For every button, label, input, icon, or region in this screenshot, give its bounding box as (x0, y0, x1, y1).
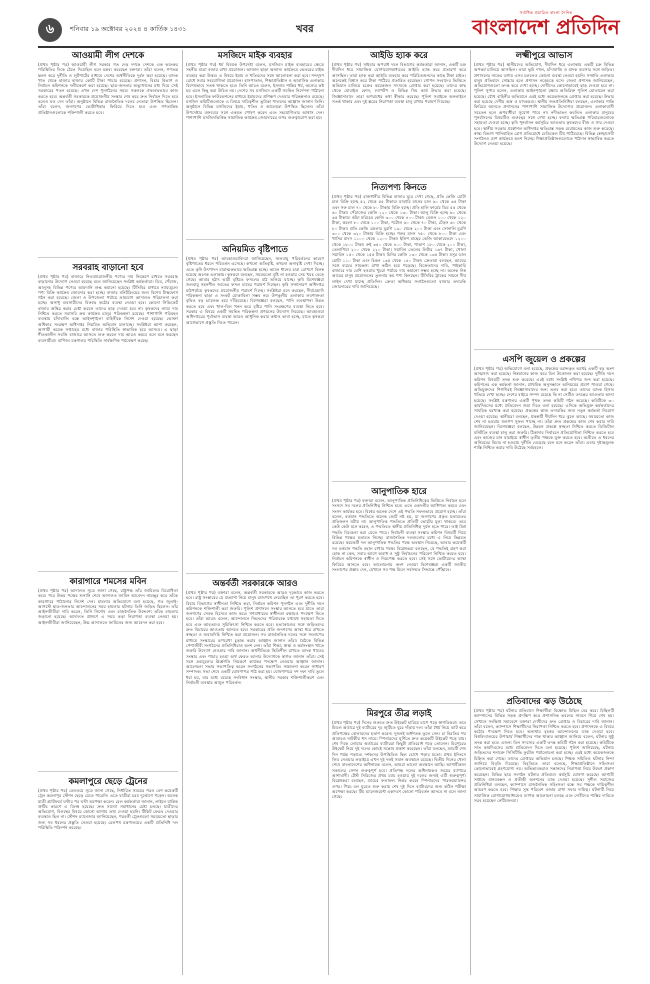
masthead-logo (456, 10, 636, 42)
story-karagar (38, 576, 178, 772)
story-separator (332, 177, 466, 178)
story-lakhpur (474, 50, 614, 350)
story-separator (38, 771, 178, 772)
story-esmaz (474, 354, 614, 692)
masthead-tagline: সর্বাধিক প্রচারিত বাংলা দৈনিক (519, 10, 573, 15)
story-headline: প্রতিবাদের ঝড় উঠেছে (506, 696, 582, 706)
page-number-badge: ৬ (38, 18, 62, 42)
story-sabalombi (38, 262, 178, 572)
story-body: (প্রথম পৃষ্ঠার পর) আবহাওয়াবিদরা জানিয়েছেন, জলবায়ু পরিবর্তনের কারণে বৃষ্টিপাতের ধরনে পরিবর্তন এসেছে। কখনো অতিবৃষ্টি, কখনো অনাবৃষ্টি দেখা দিচ্ছে। এতে কৃষি উৎপাদন মারাত্মকভাবে ক্ষতিগ্রস্ত হচ্ছে। আমন ধানের চারা রোপণে বিলম্ব হয়েছে অনেক এলাকায়। কৃষকরা বলছেন, সময়মতো বৃষ্টি না হওয়ায় সেচ খরচ বেড়ে গেছে। আবার হঠাৎ ভারী বৃষ্টিতে ফসলের মাঠ তলিয়ে যাচ্ছে। কৃষি বিশেষজ্ঞরা জলবায়ু সহনশীল জাতের ফসল চাষের পরামর্শ দিচ্ছেন। কৃষি সম্প্রসারণ অধিদপ্তর মাঠপর্যায়ে কৃষকদের প্রয়োজনীয় পরামর্শ দিচ্ছে। সংশ্লিষ্টরা মনে করছেন, দীর্ঘমেয়াদি পরিকল্পনা ছাড়া এ সংকট মোকাবিলা সম্ভব নয়। উপকূলীয় এলাকায় লবণাক্ততা বৃদ্ধিও বড় চ্যালেঞ্জ হয়ে দাঁড়িয়েছে। বিশেষজ্ঞরা বলছেন, পানি ব্যবস্থাপনা উন্নত করতে হবে এবং খাল-বিল খনন করে বৃষ্টির পানি সংরক্ষণের ব্যবস্থা নিতে হবে। সরকার এ বিষয়ে একটি সমন্বিত পরিকল্পনা প্রণয়নের উদ্যোগ নিয়েছে। আবহাওয়া অধিদপ্তরের পূর্বাভাস ব্যবস্থা আরও আধুনিক করার কথাও ভাবা হচ্ছে, যাতে কৃষকরা আগেভাগে প্রস্তুতি নিতে পারেন। (186, 256, 324, 325)
story-body: (প্রথম পৃষ্ঠার পর) রাজধানীর বিভিন্ন বাজার ঘুরে দেখা গেছে, প্রতি কেজি মোটা চাল বিক্রি হচ্ছে ৫২ থেকে ৫৫ টাকায়। মাঝারি মানের চাল ৬০ থেকে ৬৫ টাকা এবং সরু চাল ৭০ থেকে ৮০ টাকায় বিক্রি হচ্ছে। প্রতি হালি ফার্মের ডিম ৫৫ থেকে ৬০ টাকা। পেঁয়াজের কেজি ১২০ থেকে ১৩০ টাকা। আলু বিক্রি হচ্ছে ৬০ থেকে ৬৫ টাকায়। কাঁচা মরিচের কেজি ৩০০ থেকে ৪০০ টাকা। বেগুন ১০০ থেকে ১২০ টাকা, করলা ৮০ থেকে ১০০ টাকা, পটোল ৬০ থেকে ৭০ টাকা, ঢেঁড়স ৬০ থেকে ৮০ টাকা। প্রতি কেজি ব্রয়লার মুরগি ১৯০ থেকে ২০০ টাকা এবং সোনালি মুরগি ৩০০ থেকে ৩২০ টাকায় বিক্রি হচ্ছে। গরুর মাংস ৭৫০ থেকে ৮০০ টাকা এবং খাসির মাংস ১১০০ থেকে ১২০০ টাকা। ইলিশ মাছের কেজি আকারভেদে ১২০০ থেকে ১৮০০ টাকা। রুই ৩৫০ থেকে ৪০০ টাকা, পাঙাশ ১৮০ থেকে ২০০ টাকা, তেলাপিয়া ২০০ থেকে ২২০ টাকা। সয়াবিন তেলের লিটার ১৬৭ টাকা, খোলা সয়াবিন ১৫০ থেকে ১৫৫ টাকা। চিনির কেজি ১৩০ থেকে ১৩৫ টাকা। মসুর ডাল মোটা ১১০ টাকা এবং চিকন ১৩৫ থেকে ১৪০ টাকা। ক্রেতারা বলছেন, আয়ের সঙ্গে ব্যয়ের সামঞ্জস্য রাখা কঠিন হয়ে পড়েছে। বিক্রেতাদের দাবি, পাইকারি বাজারে দাম বেশি হওয়ায় খুচরা পর্যায়ে দাম কমানো সম্ভব হচ্ছে না। অনেক নিম্ন আয়ের মানুষ প্রয়োজনের তুলনায় কম পণ্য কিনছেন। টিসিবির ট্রাকের সামনে দীর্ঘ লাইন দেখা যাচ্ছে প্রতিদিন। ক্রেতা অধিকার সংগঠনগুলো বাজার তদারকি জোরদারের দাবি জানিয়েছে। (332, 194, 466, 290)
story-anupatik (332, 486, 466, 704)
story-brishti (186, 244, 324, 574)
story-body: (প্রথম পৃষ্ঠার পর) সাইবার অপরাধ দমন বিভাগের কর্মকর্তারা জানান, একটি চক্র দীর্ঘদিন ধরে সামাজিক যোগাযোগমাধ্যমের আইডি হ্যাক করে প্রতারণা করে আসছিল। তারা হ্যাক করা আইডি ব্যবহার করে পরিচিতজনদের কাছে টাকা চাইত। অনেকেই বিশ্বাস করে টাকা পাঠিয়ে প্রতারিত হয়েছেন। গোপন সংবাদের ভিত্তিতে অভিযান চালিয়ে চক্রের কয়েকজন সদস্যকে গ্রেপ্তার করা হয়েছে। তাদের কাছ থেকে মোবাইল ফোন, ল্যাপটপ ও বিভিন্ন সিম কার্ড উদ্ধার করা হয়েছে। জিজ্ঞাসাবাদে তারা অপরাধের কথা স্বীকার করেছে। পুলিশ সবাইকে অনলাইনে সতর্ক থাকার এবং দুই স্তরের নিরাপত্তা ব্যবস্থা চালু রাখার পরামর্শ দিয়েছে। (332, 62, 466, 105)
story-headline: অন্তর্বর্তী সরকারকে আরও (212, 578, 298, 588)
story-prakritik (474, 696, 614, 975)
story-body: (প্রথম পৃষ্ঠার পর) আওয়ামী লীগ সরকার গত দেড় দশকে দেশকে এক ভয়ংকর পরিস্থিতির দিকে ঠেলে দিয়েছিল বলে মন্তব্য করেছেন বক্তারা। তাঁরা বলেন, গণতন্ত্র ধ্বংস করে দুর্নীতি ও লুটপাটের মাধ্যমে দেশের অর্থনীতিকে দুর্বল করা হয়েছে। ব্যাংক খাত থেকে হাজার হাজার কোটি টাকা পাচার হয়েছে। প্রশাসন, বিচার বিভাগ ও নির্বাচন কমিশনকে দলীয়করণ করা হয়েছে। ছাত্র-জনতার অভ্যুত্থানের মধ্য দিয়ে সেই সরকারের পতন হয়েছে। এখন দেশ পুনর্গঠনের সময়। সকলকে ঐক্যবদ্ধভাবে কাজ করতে হবে। অন্তর্বর্তী সরকারকে প্রয়োজনীয় সংস্কার শেষ করে দ্রুত নির্বাচন দিতে হবে বলেও মত দেন তাঁরা। অনুষ্ঠানে বিভিন্ন রাজনৈতিক দলের নেতারা উপস্থিত ছিলেন। তাঁরা বলেন, জনগণের ভোটাধিকার ফিরিয়ে দিতে হবে এবং গণতান্ত্রিক প্রতিষ্ঠানগুলোকে শক্তিশালী করতে হবে। (38, 62, 178, 115)
column-divider (470, 50, 471, 975)
story-antorborti (186, 578, 324, 975)
story-body: (প্রথম পৃষ্ঠার পর) দিনের শুরুতে দ্রুত উইকেট হারিয়ে চাপে পড়ে স্বাগতিকরা। তবে মিডল অর্ডারে দুই ব্যাটারের দৃঢ় জুটিতে ঘুরে দাঁড়ায় দল। তাঁরা ধৈর্য নিয়ে ব্যাট করে প্রতিপক্ষের বোলারদের হতাশ করেন। দুজনই অর্ধশতক তুলে নেন। চা বিরতির পর আবারও নাটকীয় ধস নামে। স্পিনারদের ঘূর্ণিতে দ্রুত কয়েকটি উইকেট পড়ে যায়। শেষ দিকে লোয়ার অর্ডারের ব্যাটাররা কিছুটা প্রতিরোধ গড়ে তোলেন। মিরপুরের উইকেট নিয়ে দুই দলের কোচই সন্তোষ প্রকাশ করেছেন। তাঁরা বলছেন, ম্যাচটি শেষ দিন পর্যন্ত গড়াবে। দর্শকদের উপস্থিতিও ছিল চোখে পড়ার মতো। প্রথম ইনিংসে লিড নেওয়ার লড়াইয়ে এখন দুই দলই সমান অবস্থানে রয়েছে। দ্বিতীয় দিনের খেলা শেষে বাংলাদেশের অধিনায়ক বলেন, আমরা ভালো অবস্থানে আছি। আগামীকাল সকালের সেশন গুরুত্বপূর্ণ হবে। প্রতিপক্ষ দলের অধিনায়কও জয়ের ব্যাপারে আশাবাদী। টেস্ট সিরিজের প্রথম ম্যাচ হওয়ায় দুই দলের জন্যই এটি গুরুত্বপূর্ণ। বিশ্লেষকরা বলছেন, ম্যাচের ফলাফল নির্ভর করবে স্পিনারদের পারফরম্যান্সের ওপর। পিচে বল ঘুরতে শুরু করায় শেষ দুই দিনে ব্যাটারদের জন্য কঠিন পরীক্ষা অপেক্ষা করছে। টিম ম্যানেজমেন্ট একাদশে কোনো পরিবর্তন আনবে না বলে জানা গেছে। (332, 720, 466, 800)
story-headline: মসজিদে মাইক ব্যবহার (217, 50, 293, 60)
story-iid (332, 50, 466, 178)
story-body: (প্রথম পৃষ্ঠার পর) বক্তারা বলেন, আনুপাতিক প্রতিনিধিত্বের ভিত্তিতে নির্বাচন হলে সংসদে সব দলের প্রতিনিধিত্ব নিশ্চিত হবে। এতে একদলীয় আধিপত্য কমবে এবং সংসদ কার্যকর হবে। বিশ্বের অনেক দেশে এই পদ্ধতি সফলভাবে প্রয়োগ হচ্ছে। তাঁরা বলেন, বর্তমান পদ্ধতিতে অনেক ভোট নষ্ট হয়, যা জনগণের প্রকৃত মতামতের প্রতিফলন ঘটায় না। আনুপাতিক পদ্ধতিতে প্রতিটি ভোটের মূল্য থাকবে। তবে কেউ কেউ মনে করেন, এ পদ্ধতিতে স্থানীয় প্রতিনিধিত্ব দুর্বল হতে পারে। তাই মিশ্র পদ্ধতি বিবেচনা করা যেতে পারে। নির্বাচনী ব্যবস্থা সংস্কার কমিশন বিষয়টি নিয়ে বিভিন্ন পক্ষের মতামত নিচ্ছে। রাজনৈতিক দলগুলোর মধ্যে এ নিয়ে ভিন্নমত রয়েছে। কয়েকটি দল আনুপাতিক পদ্ধতির পক্ষে অবস্থান নিয়েছে, আবার কয়েকটি দল বর্তমান পদ্ধতি বহাল রাখার পক্ষে। বিশ্লেষকরা বলছেন, যে পদ্ধতিই গ্রহণ করা হোক না কেন, সবার আগে অবাধ ও সুষ্ঠু নির্বাচনের পরিবেশ নিশ্চিত করতে হবে। নির্বাচন কমিশনকে স্বাধীন ও নিরপেক্ষ করতে হবে। সেই সঙ্গে ভোটারদের আস্থা ফিরিয়ে আনতে হবে। আলোচনায় অংশ নেওয়া বিশেষজ্ঞরা একটি জাতীয় সংলাপের প্রস্তাব দেন, যেখানে সব পক্ষ মিলে সর্বসম্মত সিদ্ধান্তে পৌঁছাবে। (332, 498, 466, 572)
header-rule (38, 46, 614, 48)
story-headline: সরবরাহ বাড়ানো হবে (72, 262, 144, 272)
story-headline: আইডি হ্যাক করে (370, 50, 428, 60)
story-separator (186, 573, 324, 574)
story-body: (প্রথম পৃষ্ঠার পর) ধর্ম বিষয়ক উপদেষ্টা বলেন, মসজিদে মাইক ব্যবহারের ক্ষেত্রে সহনীয় মাত্রা বজায় রাখা প্রয়োজন। আজান ছাড়া অন্যান্য কার্যক্রমে ভেতরের মাইক ব্যবহার করা উত্তম। এ বিষয়ে ইমাম ও খতিবদের সঙ্গে আলোচনা করা হবে। শব্দদূষণ রোধে সবার সহযোগিতা প্রয়োজন। হাসপাতাল, শিক্ষাপ্রতিষ্ঠান ও আবাসিক এলাকায় বিশেষভাবে সতর্ক থাকতে হবে। তিনি আরও বলেন, ইসলাম শান্তির ধর্ম, অন্যের কষ্ট হয় এমন কিছু করা উচিত নয়। দেশের সব মসজিদে একটি সমন্বিত নির্দেশনা পাঠানো হবে। ইসলামিক ফাউন্ডেশনের মাধ্যমে ইমামদের প্রশিক্ষণ দেওয়ার পরিকল্পনাও রয়েছে। মসজিদ কমিটিগুলোকে এ বিষয়ে দায়িত্বশীল ভূমিকা পালনের আহ্বান জানান তিনি। অনুষ্ঠানে বিভিন্ন মসজিদের ইমাম, খতিব ও আলেমরা উপস্থিত ছিলেন। তাঁরা উপদেষ্টার বক্তব্যের সঙ্গে একমত পোষণ করেন এবং সহযোগিতার আশ্বাস দেন। পাশাপাশি মসজিদভিত্তিক সামাজিক কার্যক্রম জোরদারের ওপর গুরুত্বারোপ করা হয়। (186, 62, 324, 120)
column-2 (186, 50, 324, 975)
story-body: (প্রথম পৃষ্ঠার পর) বক্তারা বলেন, অন্তর্বর্তী সরকারকে আরও দৃঢ়ভাবে কাজ করতে হবে। রাষ্ট্র সংস্কারের যে প্রত্যাশা নিয়ে মানুষ রাজপথে নেমেছিল তা পূরণ করতে হবে। বিচার বিভাগের স্বাধীনতা নিশ্চিত করা, নির্বাচন কমিশন পুনর্গঠন এবং দুর্নীতি দমন কমিশনকে শক্তিশালী করা জরুরি। পুলিশ প্রশাসনে সংস্কার আনতে হবে যাতে তারা জনগণের সেবক হিসেবে কাজ করে। গণমাধ্যমের স্বাধীনতা রক্ষায়ও পদক্ষেপ নিতে হবে। তাঁরা আরও বলেন, আন্দোলনে নিহতদের পরিবারকে যথাযথ সহায়তা দিতে হবে এবং আহতদের সুচিকিৎসা নিশ্চিত করতে হবে। হত্যাকাণ্ডের সঙ্গে জড়িতদের দ্রুত বিচারের আওতায় আনতে হবে। সরকারের প্রতি জনগণের আস্থা ধরে রাখতে স্বচ্ছতা ও জবাবদিহি নিশ্চিত করা প্রয়োজন। সব রাজনৈতিক দলের সঙ্গে সংলাপের মাধ্যমে সংস্কারের রূপরেখা চূড়ান্ত করার আহ্বান জানান তাঁরা। বৈঠকে বিভিন্ন পেশাজীবী সংগঠনের প্রতিনিধিরাও অংশ নেন। তাঁরা শিক্ষা, স্বাস্থ্য ও কর্মসংস্থান খাতে জরুরি উদ্যোগ নেওয়ার দাবি জানান। অর্থনীতিকে স্থিতিশীল রাখতে ব্যাংক খাতের সংস্কার এবং পাচার হওয়া অর্থ ফেরত আনার উদ্যোগকে স্বাগত জানান তাঁরা। সেই সঙ্গে দ্রব্যমূল্যের ঊর্ধ্বগতি নিয়ন্ত্রণে কার্যকর পদক্ষেপ নেওয়ার আহ্বান জানান। আলোচনা সভায় সভাপতিত্ব করেন সংগঠনের সভাপতি। সঞ্চালনা করেন সাধারণ সম্পাদক। সভা শেষে একটি ঘোষণাপত্র পাঠ করা হয়। ঘোষণাপত্রে দশ দফা দাবি তুলে ধরা হয়, যার মধ্যে রয়েছে সংবিধান সংস্কার, স্থানীয় সরকার শক্তিশালীকরণ এবং নির্বাচনী ব্যবস্থার আমূল পরিবর্তন। (186, 590, 324, 686)
story-body: (প্রথম পৃষ্ঠার পর) বাজারে নিত্যপ্রয়োজনীয় পণ্যের দাম নিয়ন্ত্রণে রাখতে সরবরাহ বাড়ানোর উদ্যোগ নেওয়া হয়েছে বলে জানিয়েছেন সংশ্লিষ্ট কর্মকর্তারা। ডিম, পেঁয়াজ, আলুসহ বিভিন্ন পণ্যের আমদানি শুল্ক কমানো হয়েছে। টিসিবির মাধ্যমে ন্যায্যমূল্যে পণ্য বিক্রি কার্যক্রম জোরদার করা হচ্ছে। বাজার মনিটরিংয়ের জন্য বিশেষ টাস্কফোর্স গঠন করা হয়েছে। জেলা ও উপজেলা পর্যায়ে ভ্রাম্যমাণ আদালত পরিচালনা করা হচ্ছে। অসাধু ব্যবসায়ীদের বিরুদ্ধে কঠোর ব্যবস্থা নেওয়া হবে। কোনো সিন্ডিকেট বাজার অস্থির করার চেষ্টা করলে তাদের ছাড় দেওয়া হবে না। কৃষকদের ন্যায্য দাম নিশ্চিত করতে সরাসরি ক্রয় কার্যক্রম চালুর পরিকল্পনা রয়েছে। পাশাপাশি পরিবহন ব্যবস্থায় চাঁদাবাজি বন্ধে আইনশৃঙ্খলা বাহিনীকে নির্দেশ দেওয়া হয়েছে। ভোক্তা অধিকার সংরক্ষণ অধিদপ্তর নিয়মিত অভিযান চালাচ্ছে। সংশ্লিষ্টরা আশা করছেন, আগামী কয়েক সপ্তাহের মধ্যে বাজার পরিস্থিতি স্বাভাবিক হয়ে আসবে। এ ছাড়া শীতকালীন সবজি বাজারে আসতে শুরু করলে দাম আরও কমবে বলে মনে করছেন ব্যবসায়ীরা। বাণিজ্য মন্ত্রণালয় পরিস্থিতি সার্বক্ষণিক পর্যবেক্ষণ করছে। (38, 274, 178, 343)
story-headline: লক্ষ্মীপুরে আভাস (515, 50, 573, 60)
story-awami (38, 50, 178, 258)
story-headline: কারাগারে শমসের মবিন (69, 576, 147, 586)
story-kamlapur (38, 776, 178, 975)
page-header (0, 0, 650, 46)
story-headline: আনুপাতিক হারে (371, 486, 427, 496)
story-separator (332, 703, 466, 704)
story-body: (প্রথম পৃষ্ঠার পর) স্থানীয়দের অভিযোগ, দীর্ঘদিন ধরে এলাকায় একটি চক্র বিভিন্ন অপকর্ম চালিয়ে আসছিল। তারা ভূমি দখল, চাঁদাবাজি ও মাদক ব্যবসার সঙ্গে জড়িত। প্রশাসনের নাকের ডগায় এসব চললেও কোনো ব্যবস্থা নেওয়া হয়নি। সম্প্রতি এলাকার মানুষ প্রতিবাদে সোচ্চার হলে প্রশাসন নড়েচড়ে বসে। জেলা প্রশাসক জানিয়েছেন, অভিযোগগুলো তদন্ত করে দেখা হচ্ছে। দোষীদের কোনোভাবেই ছাড় দেওয়া হবে না। পুলিশ সুপার বলেন, এলাকায় আইনশৃঙ্খলা রক্ষায় অতিরিক্ত পুলিশ মোতায়েন করা হয়েছে। যৌথ বাহিনীর অভিযানে এরই মধ্যে কয়েকজনকে গ্রেপ্তার করা হয়েছে। উদ্ধার করা হয়েছে দেশীয় অস্ত্র ও মাদকদ্রব্য। স্থানীয় জনপ্রতিনিধিরা বলছেন, এলাকার শান্তি ফিরিয়ে আনতে প্রশাসনের পাশাপাশি সামাজিক উদ্যোগও প্রয়োজন। এলাকাবাসী সচেতন হলে অপরাধীরা সুযোগ পাবে না। নদীভাঙন কবলিত এলাকার মানুষের পুনর্বাসনের বিষয়টিও গুরুত্বের সঙ্গে দেখা হচ্ছে। বন্যায় ক্ষতিগ্রস্ত পরিবারগুলোকে সহায়তা দেওয়া হচ্ছে। কৃষি পুনর্বাসন কর্মসূচির আওতায় কৃষকদের বীজ ও সার দেওয়া হবে। স্থানীয় সরকার প্রকৌশল অধিদপ্তর ক্ষতিগ্রস্ত সড়ক মেরামতের কাজ শুরু করেছে। স্বাস্থ্য বিভাগ পানিবাহিত রোগ প্রতিরোধে মেডিকেল টিম পাঠিয়েছে। বিভিন্ন স্বেচ্ছাসেবী সংগঠনও ত্রাণ কার্যক্রমে অংশ নিচ্ছে। শিক্ষাপ্রতিষ্ঠানগুলোতে পাঠদান স্বাভাবিক করতে উদ্যোগ নেওয়া হয়েছে। (474, 62, 614, 147)
story-separator (474, 691, 614, 692)
story-separator (186, 239, 324, 240)
story-body: (প্রথম পৃষ্ঠার পর) ঘটনার প্রতিবাদে শিক্ষার্থীরা বিক্ষোভ মিছিল বের করে। মিছিলটি ক্যাম্পাসের বিভিন্ন সড়ক প্রদক্ষিণ করে প্রশাসনিক ভবনের সামনে গিয়ে শেষ হয়। সেখানে সংক্ষিপ্ত সমাবেশে বক্তারা দোষীদের দ্রুত গ্রেপ্তার ও বিচারের দাবি জানান। তাঁরা বলেন, ক্যাম্পাসে শিক্ষার্থীদের নিরাপত্তা নিশ্চিত করতে হবে। প্রশাসনকে এ বিষয়ে কঠোর পদক্ষেপ নিতে হবে। অন্যথায় বৃহত্তর আন্দোলনের ডাক দেওয়া হবে। বিশ্ববিদ্যালয়ের উপাচার্য শিক্ষার্থীদের শান্ত থাকার আহ্বান জানিয়ে বলেন, ঘটনার সুষ্ঠু তদন্ত করা হবে। এজন্য তিন সদস্যের একটি তদন্ত কমিটি গঠন করা হয়েছে। কমিটিকে সাত কার্যদিবসের মধ্যে প্রতিবেদন দিতে বলা হয়েছে। পুলিশ জানিয়েছে, ঘটনায় জড়িতদের শনাক্তে সিসিটিভি ফুটেজ পর্যালোচনা করা হচ্ছে। এরই মধ্যে কয়েকজনকে চিহ্নিত করা গেছে। তাদের গ্রেপ্তারে অভিযান চলছে। শিক্ষক সমিতিও ঘটনার নিন্দা জানিয়ে বিবৃতি দিয়েছে। বিবৃতিতে তারা বলেছে, শিক্ষাপ্রতিষ্ঠানে সহিংসতা কোনোভাবেই গ্রহণযোগ্য নয়। অভিভাবকরাও সন্তানদের নিরাপত্তা নিয়ে উদ্বেগ প্রকাশ করেছেন। বিভিন্ন ছাত্র সংগঠন ঘটনার প্রতিবাদে কর্মসূচি ঘোষণা করেছে। আগামী সপ্তাহে মানববন্ধন ও প্রতীকী অনশনের ডাক দেওয়া হয়েছে। সুশীল সমাজের প্রতিনিধিরা বলছেন, ক্যাম্পাসে রাজনৈতিক সহিংসতা বন্ধে সব পক্ষকে দায়িত্বশীল আচরণ করতে হবে। শিক্ষার সুস্থ পরিবেশ বজায় রাখা সবার দায়িত্ব। ঘটনাটি নিয়ে সামাজিক যোগাযোগমাধ্যমেও ব্যাপক আলোচনা চলছে এবং দোষীদের শাস্তির দাবিতে সরব হয়েছেন নেটিজেনরা। (474, 708, 614, 804)
story-body: (প্রথম পৃষ্ঠার পর) অভিযোগে বলা হয়েছে, প্রকল্পের বরাদ্দকৃত অর্থের একটি বড় অংশ আত্মসাৎ করা হয়েছে। নিম্নমানের কাজ করে বিল উত্তোলন করা হয়েছে। দুর্নীতি দমন কমিশন বিষয়টি তদন্ত শুরু করেছে। এরই মধ্যে সংশ্লিষ্ট নথিপত্র জব্দ করা হয়েছে। কমিশনের এক কর্মকর্তা জানান, প্রাথমিক অনুসন্ধানে অনিয়মের প্রমাণ পাওয়া গেছে। অভিযুক্তদের শিগগিরই জিজ্ঞাসাবাদের জন্য তলব করা হবে। তাদের ব্যাংক হিসাব খতিয়ে দেখা হচ্ছে। দেশের বাইরে সম্পদ রয়েছে কি না সেটিও তদন্তের আওতায় আনা হয়েছে। সংশ্লিষ্ট মন্ত্রণালয় একটি পৃথক তদন্ত কমিটি গঠন করেছে। কমিটিকে ৩০ কার্যদিবসের মধ্যে প্রতিবেদন জমা দিতে বলা হয়েছে। এদিকে অভিযুক্ত কর্মকর্তাদের সাময়িক বরখাস্ত করা হয়েছে। প্রকল্পের কাজ তদারকির জন্য নতুন কর্মকর্তা নিয়োগ দেওয়া হয়েছে। স্থানীয়রা বলছেন, প্রকল্পটি দীর্ঘদিন ধরে ঝুলে আছে। সময়মতো কাজ শেষ না হওয়ায় জনগণ সুফল পাচ্ছে না। তাঁরা দ্রুত প্রকল্পের কাজ শেষ করার দাবি জানিয়েছেন। বিশেষজ্ঞরা বলছেন, উন্নয়ন প্রকল্পে স্বচ্ছতা নিশ্চিত করতে ডিজিটাল মনিটরিং ব্যবস্থা চালু করা জরুরি। ঠিকাদার নির্বাচনে প্রতিযোগিতা নিশ্চিত করতে হবে এবং কাজের মান যাচাইয়ে স্বাধীন তৃতীয় পক্ষকে যুক্ত করতে হবে। অতীতে এ ধরনের অনিয়মের বিচার না হওয়ায় দুর্নীতি বেড়েছে বলে মনে করেন তাঁরা। এবার দৃষ্টান্তমূলক শাস্তি নিশ্চিত করার দাবি উঠেছে সর্বমহলে। (474, 366, 614, 451)
column-4 (474, 50, 614, 975)
story-headline: এসপি জুয়েল ও প্রকল্পের (502, 354, 586, 364)
story-masjid (186, 50, 324, 240)
story-separator (38, 257, 178, 258)
story-headline: আওয়ামী লীগ দেশকে (71, 50, 145, 60)
section-label: খবর (296, 24, 314, 35)
story-body: (প্রথম পৃষ্ঠার পর) আদালত সূত্রে জানা গেছে, রাষ্ট্রপক্ষ তাঁর জামিনের বিরোধিতা করে। পরে উভয় পক্ষের শুনানি শেষে আদালত জামিন আবেদন নামঞ্জুর করে তাঁকে কারাগারে পাঠানোর নির্দেশ দেন। মামলার অভিযোগে বলা হয়েছে, গত জুলাই-আগস্টে ছাত্র-জনতার আন্দোলনের সময় হামলার ঘটনায় তিনি জড়িত ছিলেন। তাঁর আইনজীবীরা দাবি করেন, তিনি নির্দোষ এবং রাজনৈতিক উদ্দেশ্যে তাঁকে মামলায় জড়ানো হয়েছে। আদালত প্রাঙ্গণে এ সময় কড়া নিরাপত্তা ব্যবস্থা নেওয়া হয়। আইনজীবীরা জানিয়েছেন, উচ্চ আদালতে জামিনের জন্য আবেদন করা হবে। (38, 588, 178, 625)
column-divider (182, 50, 183, 975)
column-3 (332, 50, 466, 975)
masthead-name: বাংলাদেশ প্রতিদিন (472, 15, 620, 39)
story-separator (474, 349, 614, 350)
story-separator (38, 571, 178, 572)
column-divider (328, 50, 329, 975)
story-headline: কমলাপুরে ছেড়ে ট্রেনের (68, 776, 148, 786)
story-body: (প্রথম পৃষ্ঠার পর) রেলওয়ে সূত্রে জানা গেছে, নির্ধারিত সময়ের পরও বেশ কয়েকটি ট্রেন কমলাপুর স্টেশন ছেড়ে যেতে পারেনি। এতে যাত্রীরা চরম দুর্ভোগে পড়েন। অনেক যাত্রী প্ল্যাটফর্মে ঘণ্টার পর ঘণ্টা অপেক্ষা করেন। রেল কর্মকর্তারা জানান, লাইনে যান্ত্রিক ত্রুটির কারণে এ বিলম্ব হয়েছে। দ্রুত সমস্যা সমাধানের চেষ্টা চলছে। যাত্রীদের অভিযোগ, বিলম্বের বিষয়ে কোনো আগাম তথ্য দেওয়া হয়নি। টিকিট ফেরত দেওয়ার ব্যবস্থাও ছিল না। স্টেশন ম্যানেজার জানিয়েছেন, পরবর্তী ট্রেনগুলো সময়মতো ছাড়ার জন্য সব ধরনের প্রস্তুতি নেওয়া হয়েছে। রেলপথ মন্ত্রণালয়ের একটি প্রতিনিধি দল পরিস্থিতি পরিদর্শন করেছে। (38, 788, 178, 831)
story-headline: অনিয়মিত বৃষ্টিপাতে (222, 244, 288, 254)
story-headline: নিত্যপণ্য কিনতে (371, 182, 427, 192)
dateline: শনিবার ১৯ অক্টোবর ২০২৪ ৪ কার্তিক ১৪৩১ (70, 25, 187, 33)
story-separator (332, 481, 466, 482)
story-mirpur (332, 708, 466, 975)
column-1 (38, 50, 178, 975)
story-nityapanya (332, 182, 466, 482)
story-headline: মিরপুরে তীব্র লড়াই (366, 708, 432, 718)
